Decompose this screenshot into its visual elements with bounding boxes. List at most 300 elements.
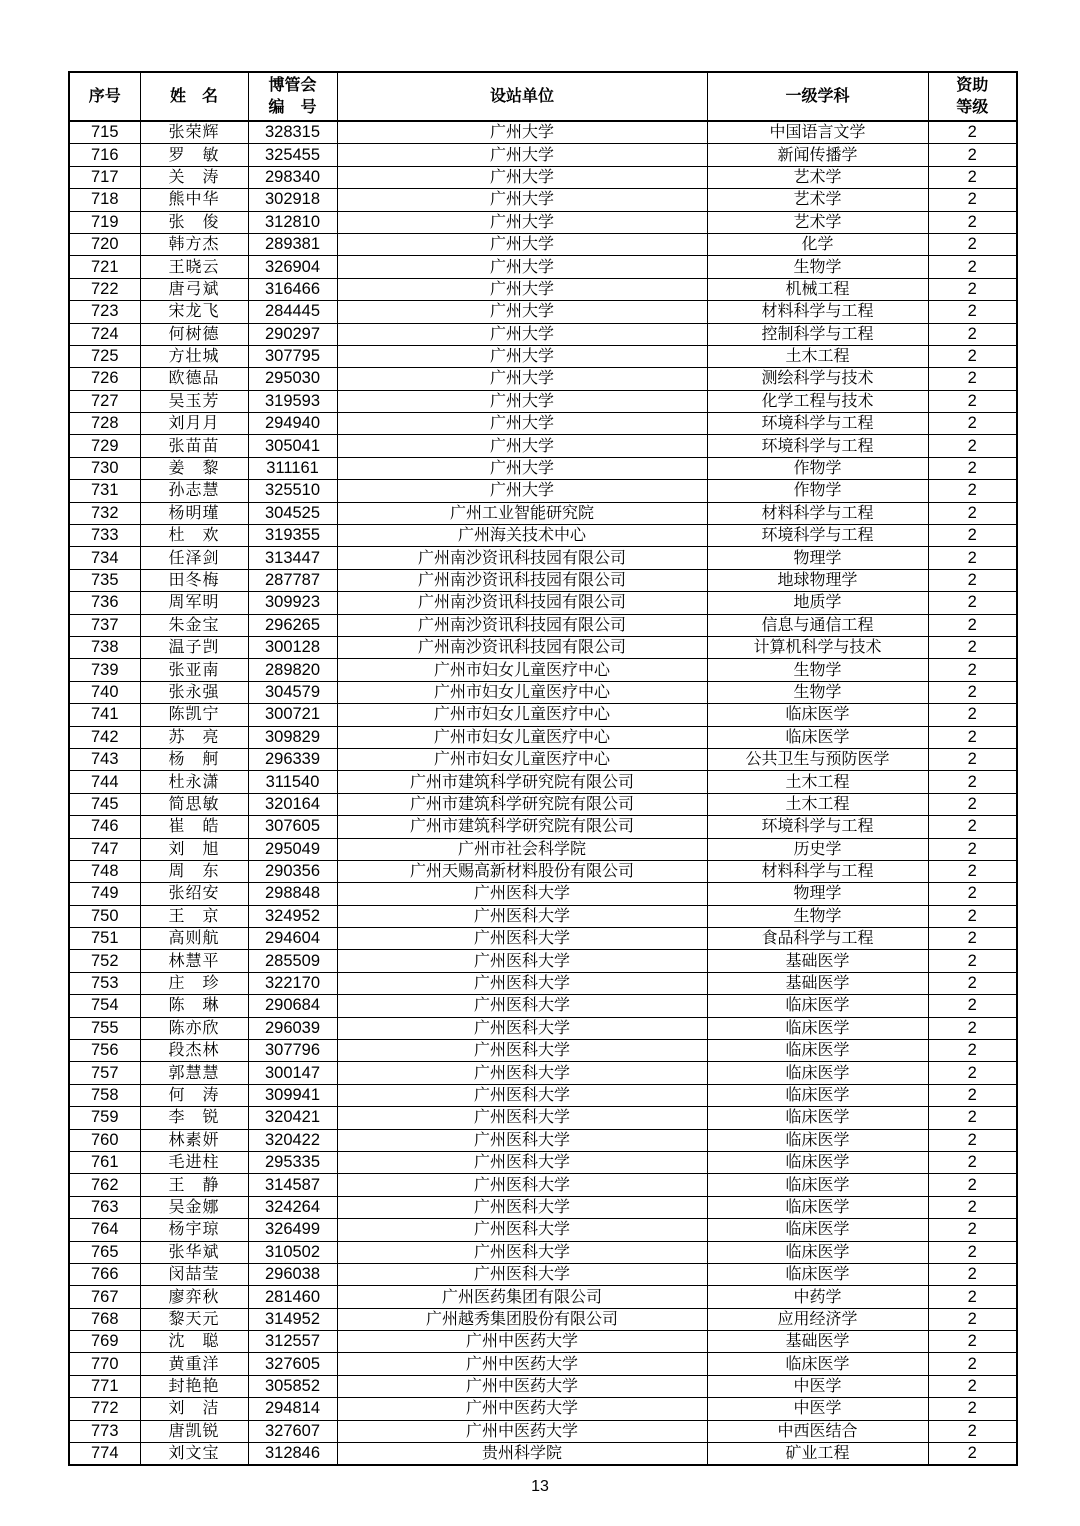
cell-name: 吴玉芳: [140, 390, 248, 412]
cell-name: 李 锐: [140, 1107, 248, 1129]
cell-seq: 755: [69, 1017, 140, 1039]
cell-subject: 材料科学与工程: [707, 860, 928, 882]
cell-unit: 广州医科大学: [337, 1151, 707, 1173]
table-body: [69, 121, 1017, 1465]
cell-name: 廖弈秋: [140, 1286, 248, 1308]
cell-name: 庄 珍: [140, 972, 248, 994]
cell-name: 杜永潇: [140, 771, 248, 793]
cell-code: 302918: [248, 189, 337, 211]
table-row: [69, 1174, 1017, 1196]
cell-unit: 广州南沙资讯科技园有限公司: [337, 614, 707, 636]
cell-unit: 广州市建筑科学研究院有限公司: [337, 793, 707, 815]
header-name: 姓 名: [140, 72, 248, 121]
cell-grade: 2: [928, 569, 1017, 591]
table-row: [69, 1084, 1017, 1106]
cell-grade: 2: [928, 435, 1017, 457]
cell-subject: 计算机科学与技术: [707, 636, 928, 658]
table-row: [69, 704, 1017, 726]
cell-seq: 757: [69, 1062, 140, 1084]
cell-code: 319593: [248, 390, 337, 412]
cell-name: 熊中华: [140, 189, 248, 211]
cell-name: 黎天元: [140, 1308, 248, 1330]
cell-grade: 2: [928, 121, 1017, 144]
cell-code: 312846: [248, 1443, 337, 1466]
cell-unit: 广州医科大学: [337, 1017, 707, 1039]
cell-name: 任泽剑: [140, 547, 248, 569]
cell-code: 295030: [248, 368, 337, 390]
cell-grade: 2: [928, 905, 1017, 927]
cell-code: 312810: [248, 211, 337, 233]
table-row: [69, 525, 1017, 547]
table-row: [69, 636, 1017, 658]
cell-name: 陈 琳: [140, 995, 248, 1017]
cell-code: 320164: [248, 793, 337, 815]
table-row: [69, 1308, 1017, 1330]
cell-subject: 环境科学与工程: [707, 435, 928, 457]
cell-seq: 746: [69, 816, 140, 838]
cell-name: 张绍安: [140, 883, 248, 905]
table-row: [69, 121, 1017, 144]
cell-code: 316466: [248, 278, 337, 300]
cell-unit: 广州医科大学: [337, 1219, 707, 1241]
cell-seq: 765: [69, 1241, 140, 1263]
cell-code: 307605: [248, 816, 337, 838]
cell-seq: 771: [69, 1375, 140, 1397]
cell-seq: 758: [69, 1084, 140, 1106]
cell-seq: 735: [69, 569, 140, 591]
table-row: [69, 166, 1017, 188]
cell-unit: 广州医科大学: [337, 972, 707, 994]
cell-code: 327607: [248, 1420, 337, 1442]
cell-grade: 2: [928, 1375, 1017, 1397]
cell-code: 305852: [248, 1375, 337, 1397]
cell-subject: 机械工程: [707, 278, 928, 300]
cell-unit: 广州南沙资讯科技园有限公司: [337, 636, 707, 658]
cell-seq: 743: [69, 748, 140, 770]
cell-seq: 770: [69, 1353, 140, 1375]
table-row: [69, 1353, 1017, 1375]
cell-seq: 772: [69, 1398, 140, 1420]
cell-name: 陈亦欣: [140, 1017, 248, 1039]
cell-subject: 临床医学: [707, 1062, 928, 1084]
cell-subject: 信息与通信工程: [707, 614, 928, 636]
cell-code: 300147: [248, 1062, 337, 1084]
cell-subject: 生物学: [707, 681, 928, 703]
cell-seq: 736: [69, 592, 140, 614]
cell-seq: 749: [69, 883, 140, 905]
cell-seq: 761: [69, 1151, 140, 1173]
cell-seq: 773: [69, 1420, 140, 1442]
cell-name: 温子剀: [140, 636, 248, 658]
cell-name: 刘 旭: [140, 838, 248, 860]
cell-name: 杨宇琼: [140, 1219, 248, 1241]
cell-grade: 2: [928, 1308, 1017, 1330]
table-row: [69, 301, 1017, 323]
cell-subject: 中药学: [707, 1286, 928, 1308]
cell-code: 287787: [248, 569, 337, 591]
table-row: [69, 748, 1017, 770]
cell-seq: 753: [69, 972, 140, 994]
cell-name: 宋龙飞: [140, 301, 248, 323]
cell-grade: 2: [928, 301, 1017, 323]
cell-code: 296039: [248, 1017, 337, 1039]
cell-subject: 艺术学: [707, 189, 928, 211]
cell-name: 杜 欢: [140, 525, 248, 547]
cell-seq: 716: [69, 144, 140, 166]
table-row: [69, 457, 1017, 479]
cell-unit: 广州大学: [337, 301, 707, 323]
cell-grade: 2: [928, 480, 1017, 502]
cell-unit: 广州医科大学: [337, 1263, 707, 1285]
header-grade-line2: 等级: [956, 98, 989, 116]
cell-code: 284445: [248, 301, 337, 323]
cell-seq: 720: [69, 233, 140, 255]
cell-code: 290684: [248, 995, 337, 1017]
cell-name: 罗 敏: [140, 144, 248, 166]
cell-seq: 733: [69, 525, 140, 547]
cell-subject: 物理学: [707, 883, 928, 905]
cell-subject: 临床医学: [707, 1084, 928, 1106]
cell-subject: 环境科学与工程: [707, 525, 928, 547]
cell-code: 304525: [248, 502, 337, 524]
cell-subject: 临床医学: [707, 1219, 928, 1241]
cell-unit: 广州大学: [337, 413, 707, 435]
cell-grade: 2: [928, 614, 1017, 636]
table-header-row: [69, 72, 1017, 121]
table-row: [69, 368, 1017, 390]
cell-code: 290297: [248, 323, 337, 345]
cell-subject: 艺术学: [707, 166, 928, 188]
cell-seq: 732: [69, 502, 140, 524]
cell-grade: 2: [928, 838, 1017, 860]
cell-seq: 774: [69, 1443, 140, 1466]
cell-unit: 广州南沙资讯科技园有限公司: [337, 569, 707, 591]
cell-grade: 2: [928, 368, 1017, 390]
cell-seq: 727: [69, 390, 140, 412]
cell-seq: 752: [69, 950, 140, 972]
table-row: [69, 1286, 1017, 1308]
table-row: [69, 480, 1017, 502]
cell-name: 周军明: [140, 592, 248, 614]
cell-unit: 广州大学: [337, 121, 707, 144]
cell-unit: 广州海关技术中心: [337, 525, 707, 547]
cell-grade: 2: [928, 1219, 1017, 1241]
table-row: [69, 256, 1017, 278]
cell-name: 毛进柱: [140, 1151, 248, 1173]
table-row: [69, 1219, 1017, 1241]
cell-unit: 广州大学: [337, 211, 707, 233]
table-row: [69, 659, 1017, 681]
cell-code: 300721: [248, 704, 337, 726]
cell-grade: 2: [928, 1241, 1017, 1263]
table-row: [69, 928, 1017, 950]
cell-name: 张荣辉: [140, 121, 248, 144]
table-row: [69, 726, 1017, 748]
table-row: [69, 681, 1017, 703]
cell-unit: 广州市妇女儿童医疗中心: [337, 704, 707, 726]
cell-unit: 广州医科大学: [337, 950, 707, 972]
cell-grade: 2: [928, 748, 1017, 770]
cell-grade: 2: [928, 636, 1017, 658]
cell-code: 295049: [248, 838, 337, 860]
table-row: [69, 278, 1017, 300]
cell-subject: 材料科学与工程: [707, 502, 928, 524]
cell-seq: 726: [69, 368, 140, 390]
cell-grade: 2: [928, 704, 1017, 726]
cell-unit: 广州中医药大学: [337, 1398, 707, 1420]
cell-subject: 食品科学与工程: [707, 928, 928, 950]
cell-seq: 751: [69, 928, 140, 950]
cell-code: 320422: [248, 1129, 337, 1151]
cell-subject: 临床医学: [707, 1174, 928, 1196]
header-code-line1: 博管会: [268, 76, 317, 94]
cell-subject: 土木工程: [707, 345, 928, 367]
table-row: [69, 592, 1017, 614]
cell-subject: 化学: [707, 233, 928, 255]
cell-name: 方壮城: [140, 345, 248, 367]
cell-grade: 2: [928, 547, 1017, 569]
cell-unit: 广州大学: [337, 323, 707, 345]
cell-name: 林慧平: [140, 950, 248, 972]
cell-seq: 760: [69, 1129, 140, 1151]
cell-unit: 贵州科学院: [337, 1443, 707, 1466]
header-seq: 序号: [69, 72, 140, 121]
cell-name: 朱金宝: [140, 614, 248, 636]
cell-subject: 基础医学: [707, 950, 928, 972]
cell-code: 294814: [248, 1398, 337, 1420]
cell-grade: 2: [928, 1017, 1017, 1039]
cell-unit: 广州医科大学: [337, 883, 707, 905]
cell-unit: 广州大学: [337, 390, 707, 412]
cell-code: 285509: [248, 950, 337, 972]
cell-name: 段杰林: [140, 1040, 248, 1062]
cell-unit: 广州市妇女儿童医疗中心: [337, 748, 707, 770]
cell-unit: 广州大学: [337, 368, 707, 390]
cell-name: 刘文宝: [140, 1443, 248, 1466]
cell-seq: 734: [69, 547, 140, 569]
cell-seq: 745: [69, 793, 140, 815]
cell-code: 295335: [248, 1151, 337, 1173]
cell-seq: 724: [69, 323, 140, 345]
cell-subject: 临床医学: [707, 1353, 928, 1375]
cell-unit: 广州大学: [337, 480, 707, 502]
cell-seq: 764: [69, 1219, 140, 1241]
cell-code: 319355: [248, 525, 337, 547]
cell-unit: 广州大学: [337, 144, 707, 166]
table-row: [69, 1062, 1017, 1084]
cell-grade: 2: [928, 233, 1017, 255]
cell-code: 296038: [248, 1263, 337, 1285]
cell-code: 322170: [248, 972, 337, 994]
cell-seq: 719: [69, 211, 140, 233]
cell-name: 欧德品: [140, 368, 248, 390]
cell-seq: 747: [69, 838, 140, 860]
cell-unit: 广州工业智能研究院: [337, 502, 707, 524]
cell-name: 杨明瑾: [140, 502, 248, 524]
page-number: 13: [531, 1478, 549, 1495]
cell-code: 325455: [248, 144, 337, 166]
cell-code: 298340: [248, 166, 337, 188]
cell-subject: 临床医学: [707, 1129, 928, 1151]
cell-name: 林素妍: [140, 1129, 248, 1151]
cell-unit: 广州医科大学: [337, 1129, 707, 1151]
cell-code: 320421: [248, 1107, 337, 1129]
cell-grade: 2: [928, 659, 1017, 681]
cell-code: 325510: [248, 480, 337, 502]
cell-name: 黄重洋: [140, 1353, 248, 1375]
header-grade-line1: 资助: [956, 76, 989, 94]
table-row: [69, 1263, 1017, 1285]
cell-grade: 2: [928, 883, 1017, 905]
cell-code: 298848: [248, 883, 337, 905]
cell-unit: 广州大学: [337, 189, 707, 211]
cell-unit: 广州大学: [337, 256, 707, 278]
cell-subject: 测绘科学与技术: [707, 368, 928, 390]
cell-unit: 广州市社会科学院: [337, 838, 707, 860]
table-row: [69, 345, 1017, 367]
cell-code: 290356: [248, 860, 337, 882]
cell-subject: 公共卫生与预防医学: [707, 748, 928, 770]
table-row: [69, 1398, 1017, 1420]
cell-code: 314587: [248, 1174, 337, 1196]
table-row: [69, 816, 1017, 838]
cell-name: 张苗苗: [140, 435, 248, 457]
cell-unit: 广州医科大学: [337, 1062, 707, 1084]
cell-grade: 2: [928, 1196, 1017, 1218]
table-row: [69, 1107, 1017, 1129]
cell-name: 何 涛: [140, 1084, 248, 1106]
cell-seq: 766: [69, 1263, 140, 1285]
cell-code: 296339: [248, 748, 337, 770]
cell-subject: 临床医学: [707, 1241, 928, 1263]
table-row: [69, 390, 1017, 412]
cell-code: 311161: [248, 457, 337, 479]
cell-unit: 广州越秀集团股份有限公司: [337, 1308, 707, 1330]
cell-subject: 基础医学: [707, 1331, 928, 1353]
cell-subject: 中医学: [707, 1375, 928, 1397]
cell-code: 294940: [248, 413, 337, 435]
table-row: [69, 883, 1017, 905]
cell-name: 关 涛: [140, 166, 248, 188]
cell-subject: 临床医学: [707, 1017, 928, 1039]
cell-name: 闵喆莹: [140, 1263, 248, 1285]
cell-grade: 2: [928, 972, 1017, 994]
cell-grade: 2: [928, 166, 1017, 188]
cell-grade: 2: [928, 950, 1017, 972]
cell-unit: 广州天赐高新材料股份有限公司: [337, 860, 707, 882]
cell-unit: 广州市妇女儿童医疗中心: [337, 681, 707, 703]
table-row: [69, 547, 1017, 569]
cell-code: 326904: [248, 256, 337, 278]
cell-subject: 环境科学与工程: [707, 413, 928, 435]
cell-seq: 754: [69, 995, 140, 1017]
table-row: [69, 189, 1017, 211]
cell-unit: 广州大学: [337, 166, 707, 188]
cell-unit: 广州大学: [337, 278, 707, 300]
table-row: [69, 144, 1017, 166]
cell-subject: 临床医学: [707, 1040, 928, 1062]
cell-subject: 矿业工程: [707, 1443, 928, 1466]
cell-code: 326499: [248, 1219, 337, 1241]
cell-grade: 2: [928, 390, 1017, 412]
table-row: [69, 233, 1017, 255]
cell-code: 312557: [248, 1331, 337, 1353]
cell-code: 281460: [248, 1286, 337, 1308]
cell-seq: 767: [69, 1286, 140, 1308]
cell-name: 刘 洁: [140, 1398, 248, 1420]
cell-subject: 生物学: [707, 905, 928, 927]
cell-subject: 临床医学: [707, 704, 928, 726]
table-row: [69, 771, 1017, 793]
table-row: [69, 211, 1017, 233]
cell-seq: 715: [69, 121, 140, 144]
cell-subject: 作物学: [707, 480, 928, 502]
table-row: [69, 950, 1017, 972]
cell-name: 沈 聪: [140, 1331, 248, 1353]
table-row: [69, 1331, 1017, 1353]
cell-seq: 742: [69, 726, 140, 748]
cell-seq: 768: [69, 1308, 140, 1330]
cell-seq: 717: [69, 166, 140, 188]
cell-seq: 740: [69, 681, 140, 703]
cell-name: 陈凯宁: [140, 704, 248, 726]
cell-code: 311540: [248, 771, 337, 793]
cell-grade: 2: [928, 1353, 1017, 1375]
cell-subject: 环境科学与工程: [707, 816, 928, 838]
cell-unit: 广州医科大学: [337, 1040, 707, 1062]
cell-grade: 2: [928, 1062, 1017, 1084]
cell-name: 苏 亮: [140, 726, 248, 748]
cell-grade: 2: [928, 345, 1017, 367]
cell-seq: 744: [69, 771, 140, 793]
cell-name: 高则航: [140, 928, 248, 950]
cell-name: 封艳艳: [140, 1375, 248, 1397]
cell-subject: 化学工程与技术: [707, 390, 928, 412]
table-row: [69, 569, 1017, 591]
table-row: [69, 1129, 1017, 1151]
cell-seq: 738: [69, 636, 140, 658]
cell-seq: 759: [69, 1107, 140, 1129]
cell-name: 田冬梅: [140, 569, 248, 591]
cell-subject: 基础医学: [707, 972, 928, 994]
cell-code: 324264: [248, 1196, 337, 1218]
cell-code: 307795: [248, 345, 337, 367]
cell-unit: 广州中医药大学: [337, 1353, 707, 1375]
table-row: [69, 995, 1017, 1017]
table-row: [69, 972, 1017, 994]
cell-seq: 769: [69, 1331, 140, 1353]
cell-name: 郭慧慧: [140, 1062, 248, 1084]
cell-grade: 2: [928, 1151, 1017, 1173]
cell-subject: 土木工程: [707, 793, 928, 815]
cell-subject: 中医学: [707, 1398, 928, 1420]
cell-subject: 中西医结合: [707, 1420, 928, 1442]
cell-unit: 广州医科大学: [337, 995, 707, 1017]
table-row: [69, 1443, 1017, 1466]
cell-subject: 地球物理学: [707, 569, 928, 591]
cell-subject: 临床医学: [707, 995, 928, 1017]
cell-name: 唐弓斌: [140, 278, 248, 300]
cell-grade: 2: [928, 995, 1017, 1017]
cell-code: 309923: [248, 592, 337, 614]
cell-subject: 临床医学: [707, 1263, 928, 1285]
cell-seq: 762: [69, 1174, 140, 1196]
cell-name: 简思敏: [140, 793, 248, 815]
cell-grade: 2: [928, 1084, 1017, 1106]
table-row: [69, 793, 1017, 815]
cell-grade: 2: [928, 1331, 1017, 1353]
cell-grade: 2: [928, 502, 1017, 524]
